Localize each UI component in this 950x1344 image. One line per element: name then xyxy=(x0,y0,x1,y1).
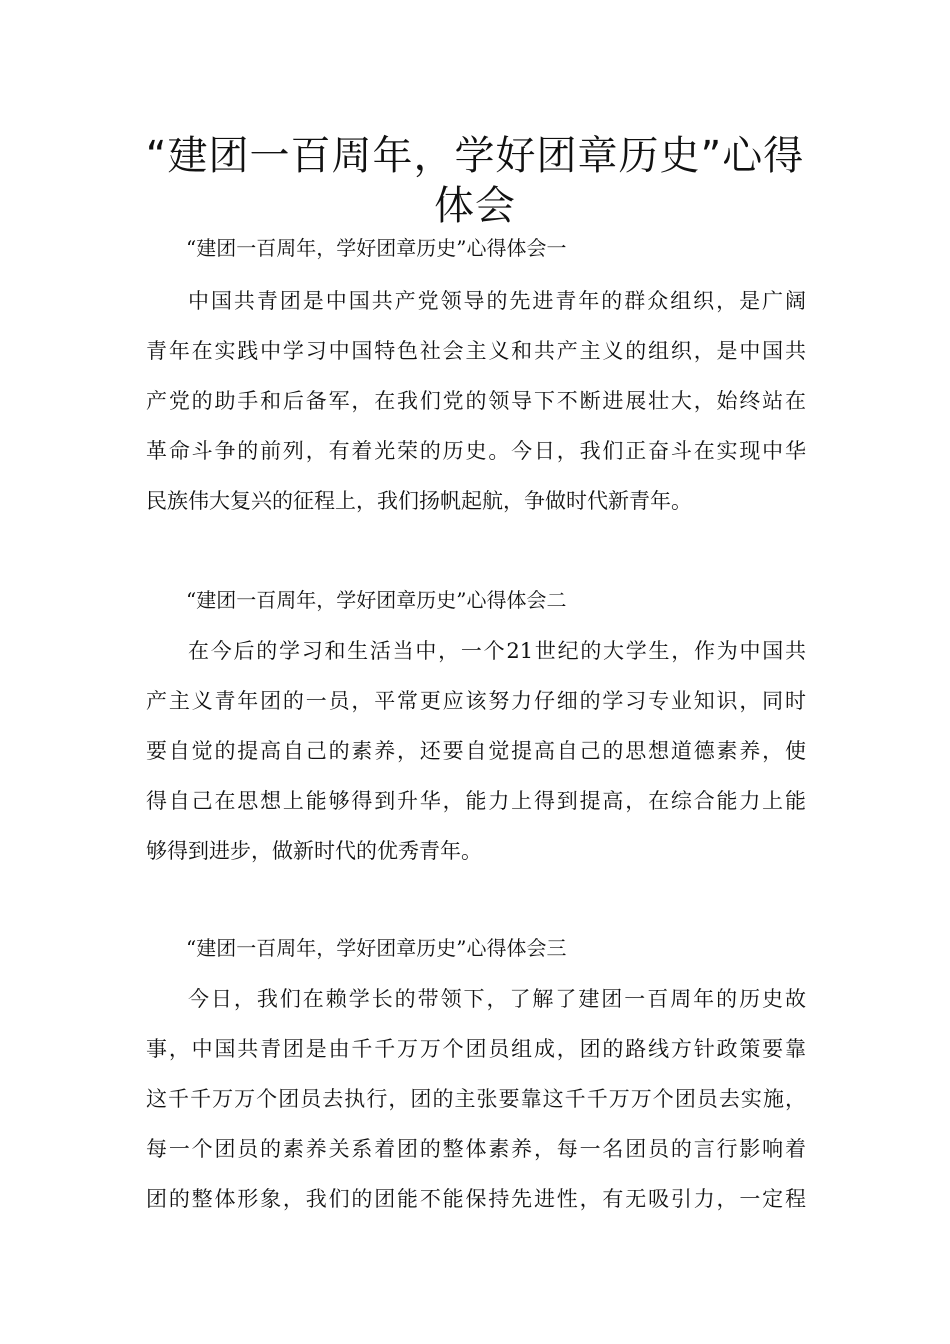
section-1-line-3: 产党的助手和后备军，在我们党的领导下不断进展壮大，始终站在 xyxy=(146,389,806,413)
section-2-line-3: 要自觉的提高自己的素养，还要自觉提高自己的思想道德素养，使 xyxy=(146,739,806,763)
document-title-line-2: 体会 xyxy=(434,183,516,229)
section-1-line-4: 革命斗争的前列，有着光荣的历史。今日，我们正奋斗在实现中华 xyxy=(146,439,806,463)
section-3-line-5: 团的整体形象，我们的团能不能保持先进性，有无吸引力，一定程 xyxy=(146,1187,806,1211)
document-title-line-1: “建团一百周年，学好团章历史”心得 xyxy=(145,133,805,179)
section-heading-1: “建团一百周年，学好团章历史”心得体会一 xyxy=(186,236,567,260)
section-3-line-4: 每一个团员的素养关系着团的整体素养，每一名团员的言行影响着 xyxy=(146,1137,806,1161)
section-1-line-5: 民族伟大复兴的征程上，我们扬帆起航，争做时代新青年。 xyxy=(146,489,692,513)
section-heading-3: “建团一百周年，学好团章历史”心得体会三 xyxy=(186,936,567,960)
section-2-line-4: 得自己在思想上能够得到升华，能力上得到提高，在综合能力上能 xyxy=(146,789,806,813)
section-heading-2: “建团一百周年，学好团章历史”心得体会二 xyxy=(186,588,567,612)
section-2-line-2: 产主义青年团的一员，平常更应该努力仔细的学习专业知识，同时 xyxy=(146,689,806,713)
section-3-line-3: 这千千万万个团员去执行，团的主张要靠这千千万万个团员去实施， xyxy=(146,1087,806,1111)
section-1-line-1: 中国共青团是中国共产党领导的先进青年的群众组织，是广阔 xyxy=(188,289,806,313)
section-2-line-5: 够得到进步，做新时代的优秀青年。 xyxy=(146,839,482,863)
section-1-line-2: 青年在实践中学习中国特色社会主义和共产主义的组织，是中国共 xyxy=(146,339,806,363)
section-3-line-1: 今日，我们在赖学长的带领下，了解了建团一百周年的历史故 xyxy=(188,987,806,1011)
section-2-line-1: 在今后的学习和生活当中，一个21世纪的大学生，作为中国共 xyxy=(188,639,806,663)
section-3-line-2: 事，中国共青团是由千千万万个团员组成，团的路线方针政策要靠 xyxy=(146,1037,806,1061)
